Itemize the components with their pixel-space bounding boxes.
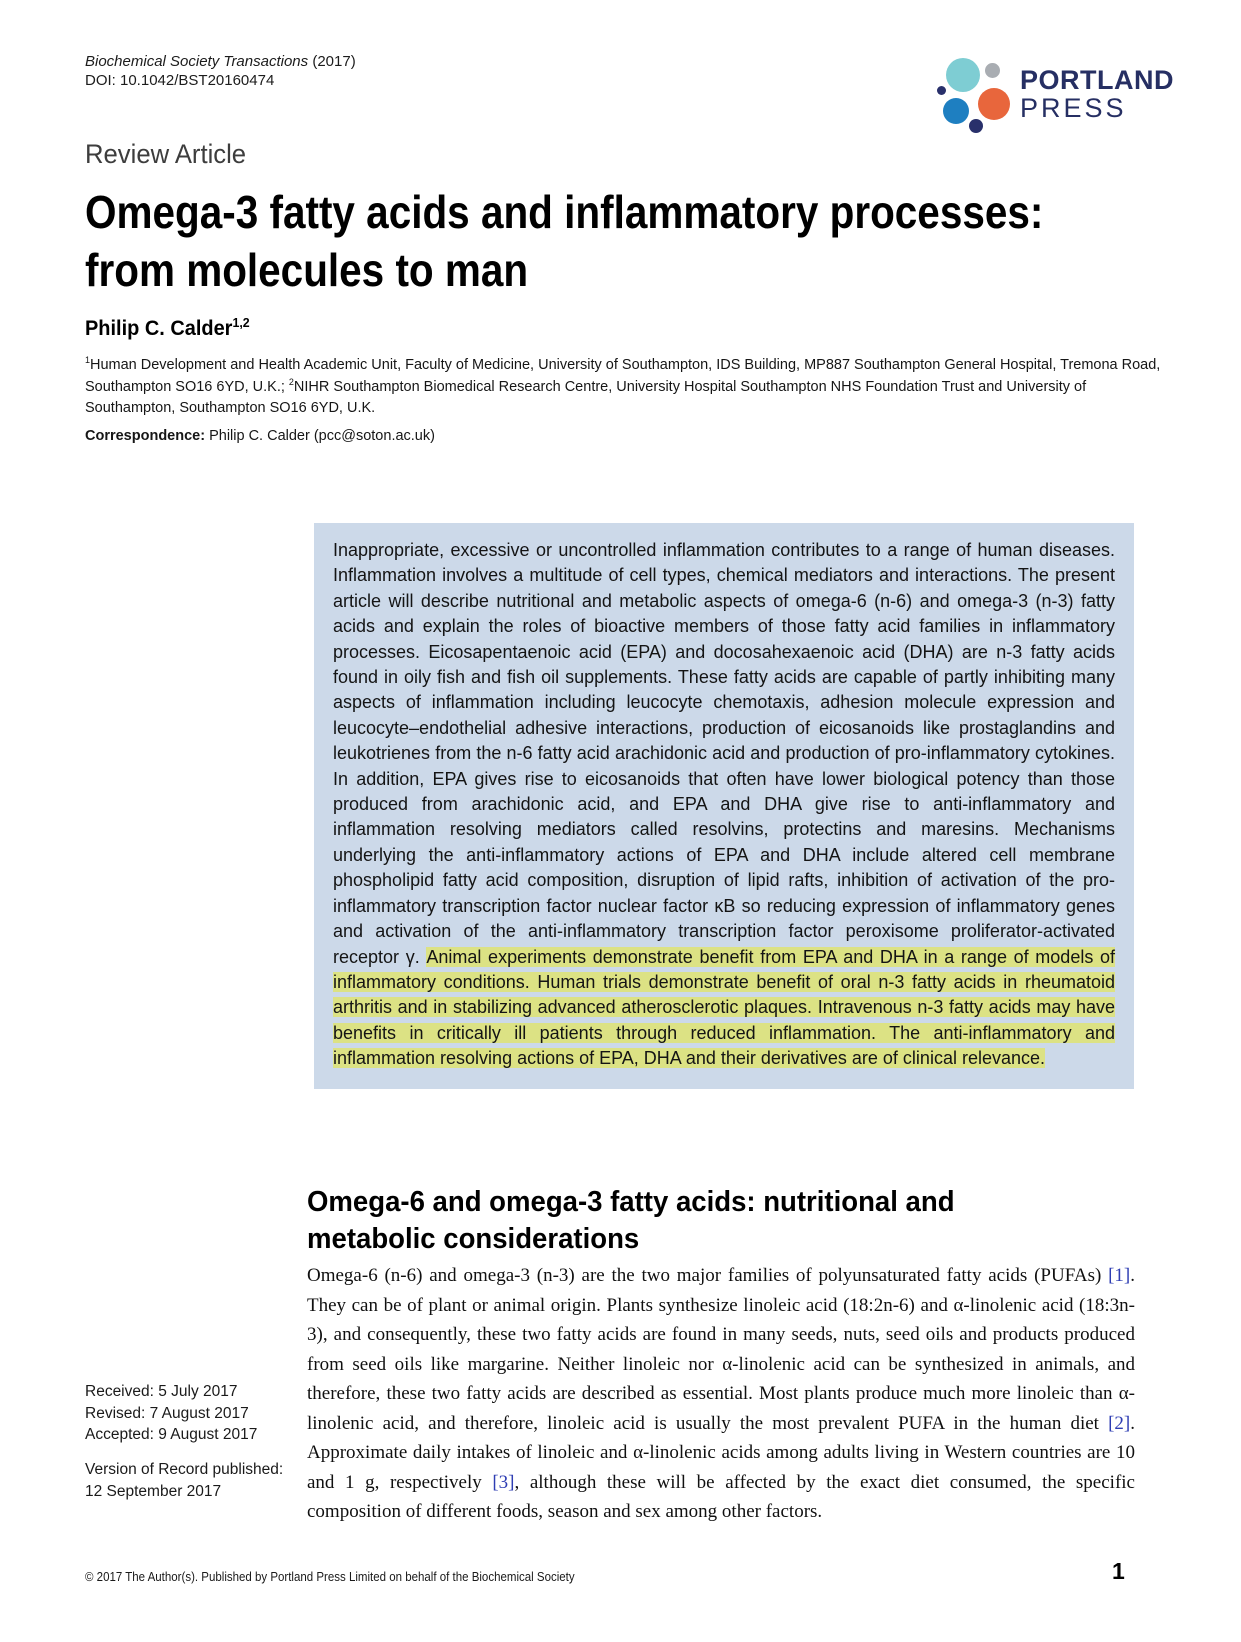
citation-link-1[interactable]: [1]: [1108, 1265, 1131, 1286]
publication-info: [85, 52, 356, 90]
citation-link-2[interactable]: [2]: [1108, 1412, 1131, 1434]
affiliation-2-superscript: 2: [288, 376, 294, 387]
logo-circle-gray-icon: [985, 63, 1000, 78]
correspondence-line: [85, 428, 435, 444]
body-paragraph: [307, 1261, 1135, 1527]
author-name: [85, 317, 250, 341]
logo-circle-orange-icon: [978, 88, 1010, 120]
logo-wordmark-press: PRESS: [1020, 93, 1127, 123]
section-heading-line2: metabolic considerations: [307, 1223, 640, 1255]
doi: DOI: 10.1042/BST20160474: [85, 72, 275, 89]
revised-date: Revised: 7 August 2017: [85, 1404, 249, 1422]
logo-circle-navy-icon: [969, 119, 983, 133]
received-date: Received: 5 July 2017: [85, 1383, 238, 1400]
article-title-line1: Omega-3 fatty acids and inflammatory processes:: [85, 186, 1044, 238]
logo-wordmark-portland: PORTLAND: [1020, 65, 1174, 95]
article-type-kicker: Review Article: [85, 139, 247, 169]
body-segment: Omega-6 (n-6) and omega-3 (n-3) are the two major families of polyunsaturated fatty acids (PUFAs): [307, 1265, 1109, 1286]
journal-year: (2017): [308, 53, 356, 70]
logo-circle-teal-icon: [946, 58, 980, 92]
review-dates: [85, 1381, 257, 1446]
copyright-notice: © 2017 The Author(s). Published by Portland Press Limited on behalf of the Biochemical Society: [85, 1570, 575, 1584]
accepted-date: Accepted: 9 August 2017: [85, 1426, 258, 1443]
logo-circle-navy-small-icon: [937, 86, 946, 95]
affiliation-1-text: Human Development and Health Academic Unit, Faculty of Medicine, University of Southampton, IDS Building, MP887 Southampton General Hospital, Tremona Road, Southampton SO16 6YD, U.K.;: [85, 357, 1161, 395]
version-of-record: [85, 1459, 283, 1502]
body-segment: . They can be of plant or animal origin. Plants synthesize linoleic acid (18:2n-6) and α-linolenic acid (18:3n-3), and consequently, these two fatty acids are found in many seeds, nuts, seed oils and products produced from seed oils like margarine. Neither linoleic nor α-linolenic acid can be synthesized in animals, and therefore, these two fatty acids are described as essential. Most plants produce much more linoleic than α-linolenic acid, and therefore, linoleic acid is usually the most prevalent PUFA in the human diet: [307, 1265, 1135, 1434]
abstract-normal-text: Inappropriate, excessive or uncontrolled inflammation contributes to a range of human diseases. Inflammation involves a multitude of cell types, chemical mediators and interactions. The present article will describe nutritional and metabolic aspects of omega-6 (n-6) and omega-3 (n-3) fatty acids and explain the roles of bioactive members of those fatty acid families in inflammatory processes. Eicosapentaenoic acid (EPA) and docosahexaenoic acid (DHA) are n-3 fatty acids found in oily fish and fish oil supplements. These fatty acids are capable of partly inhibiting many aspects of inflammation including leucocyte chemotaxis, adhesion molecule expression and leucocyte–endothelial adhesive interactions, production of eicosanoids like prostaglandins and leukotrienes from the n-6 fatty acid arachidonic acid and production of pro-inflammatory cytokines. In addition, EPA gives rise to eicosanoids that often have lower biological potency than those produced from arachidonic acid, and EPA and DHA give rise to anti-inflammatory and inflammation resolving mediators called resolvins, protectins and maresins. Mechanisms underlying the anti-inflammatory actions of EPA and DHA include altered cell membrane phospholipid fatty acid composition, disruption of lipid rafts, inhibition of activation of the pro-inflammatory transcription factor nuclear factor κB so reducing expression of inflammatory genes and activation of the anti-inflammatory transcription factor peroxisome proliferator-activated receptor γ.: [333, 540, 1115, 967]
author-name-text: Philip C. Calder: [85, 317, 233, 340]
logo-circle-blue-icon: [943, 98, 969, 124]
citation-link-3[interactable]: [3]: [492, 1471, 515, 1493]
version-date: 12 September 2017: [85, 1482, 222, 1500]
journal-line: [85, 52, 356, 71]
correspondence-value: Philip C. Calder (pcc@soton.ac.uk): [205, 428, 435, 444]
affiliation-1-superscript: 1: [85, 355, 90, 366]
body-segment: , although these will be affected by the exact diet consumed, the specific composition of different foods, season and sex among other factors.: [307, 1471, 1135, 1522]
abstract-box: [314, 523, 1134, 1089]
section-heading-line1: Omega-6 and omega-3 fatty acids: nutritional and: [307, 1186, 955, 1218]
portland-press-logo: [895, 45, 1174, 140]
section-heading: [307, 1184, 955, 1258]
article-title: [85, 183, 1043, 299]
author-affiliation-superscript: 1,2: [232, 315, 250, 330]
abstract-text: [333, 538, 1115, 1072]
journal-name: Biochemical Society Transactions: [85, 53, 309, 70]
correspondence-label: Correspondence:: [85, 428, 206, 444]
page-number: 1: [1112, 1558, 1125, 1584]
affiliation-2-text: NIHR Southampton Biomedical Research Centre, University Hospital Southampton NHS Foundation Trust and University of Southampton, Southampton SO16 6YD, U.K.: [85, 378, 1087, 416]
abstract-highlighted-text: Animal experiments demonstrate benefit from EPA and DHA in a range of models of inflammatory conditions. Human trials demonstrate benefit of oral n-3 fatty acids in rheumatoid arthritis and in stabilizing advanced atherosclerotic plaques. Intravenous n-3 fatty acids may have benefits in critically ill patients through reduced inflammation. The anti-inflammatory and inflammation resolving actions of EPA, DHA and their derivatives are of clinical relevance.: [333, 946, 1115, 1069]
body-segment: . Approximate daily intakes of linoleic and α-linolenic acids among adults living in Western countries are 10 and 1 g, respectively: [307, 1412, 1135, 1493]
version-label: Version of Record published:: [85, 1461, 284, 1478]
affiliations: [85, 355, 1177, 420]
article-title-line2: from molecules to man: [85, 244, 529, 296]
